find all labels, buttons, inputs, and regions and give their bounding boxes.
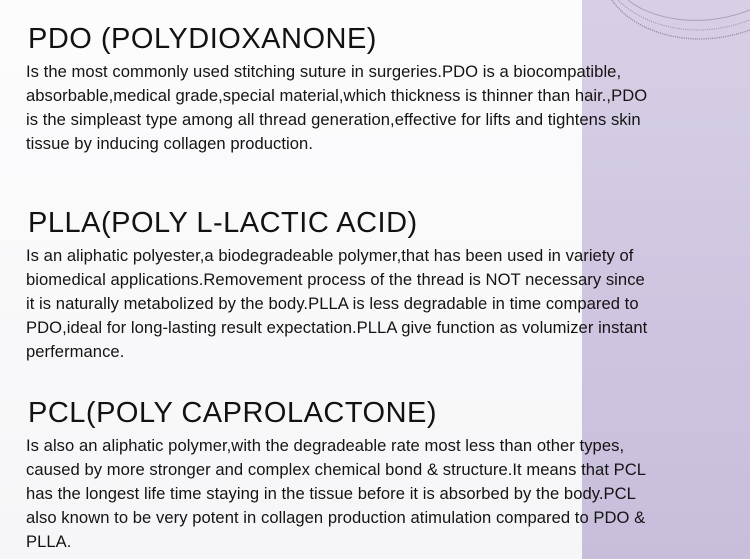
plla-heading: PLLA(POLY L-LACTIC ACID) — [28, 207, 418, 239]
pdo-text-line: Is the most commonly used stitching suture in surgeries.PDO is a biocompatible, — [26, 62, 622, 81]
plla-text-line: PDO,ideal for long-lasting result expectation.PLLA give function as volumizer instant — [26, 318, 648, 337]
pcl-text-line: caused by more stronger and complex chemical bond & structure.It means that PCL — [26, 460, 647, 479]
pdo-text-line: absorbable,medical grade,special material,which thickness is thinner than hair.,PDO — [26, 86, 648, 105]
pcl-section — [26, 396, 730, 554]
pcl-text-line: has the longest life time staying in the tissue before it is absorbed by the body.PCL — [26, 484, 636, 503]
pdo-heading: PDO (POLYDIOXANONE) — [28, 23, 377, 55]
plla-section — [26, 206, 730, 364]
pcl-text-line: also known to be very potent in collagen production atimulation compared to PDO & — [26, 508, 646, 527]
plla-text-line: perfermance. — [26, 342, 125, 361]
pdo-text-line: is the simpleast type among all thread generation,effective for lifts and tightens skin — [26, 110, 641, 129]
pdo-text-line: tissue by inducing collagen production. — [26, 134, 313, 153]
pcl-text-line: PLLA. — [26, 532, 72, 551]
plla-text-line: it is naturally metabolized by the body.PLLA is less degradable in time compared to — [26, 294, 639, 313]
plla-text-line: biomedical applications.Removement process of the thread is NOT necessary since — [26, 270, 645, 289]
plla-text-line: Is an aliphatic polyester,a biodegradeable polymer,that has been used in variety of — [26, 246, 634, 265]
pdo-section — [26, 22, 730, 156]
pcl-text-line: Is also an aliphatic polymer,with the degradeable rate most less than other types, — [26, 436, 625, 455]
pcl-heading: PCL(POLY CAPROLACTONE) — [28, 397, 438, 429]
